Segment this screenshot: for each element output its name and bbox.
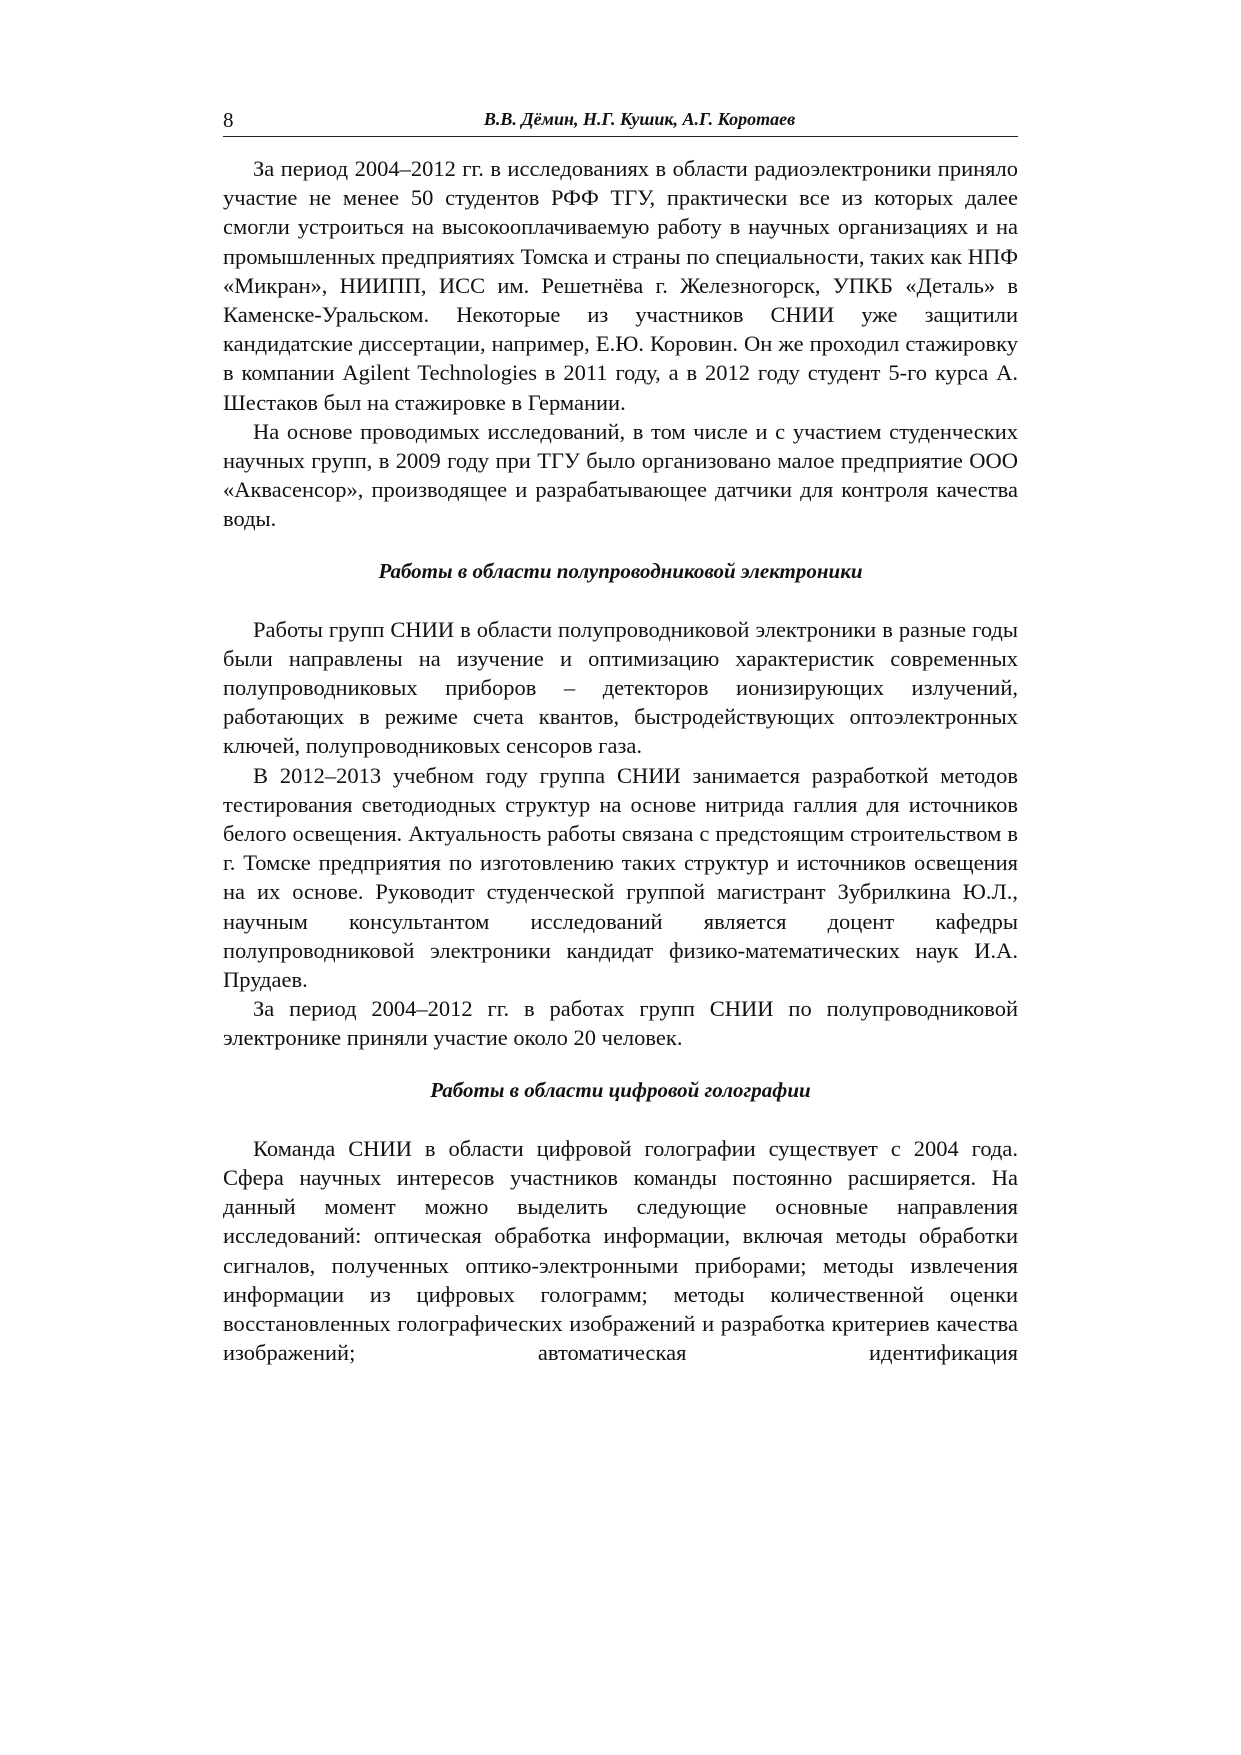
running-header — [223, 96, 1018, 137]
running-title-authors: В.В. Дёмин, Н.Г. Кушик, А.Г. Коротаев — [483, 109, 796, 129]
body-text — [223, 154, 1018, 1367]
section-heading-semiconductor: Работы в области полупроводниковой электроники — [378, 558, 863, 583]
paragraph: Работы групп СНИИ в области полупроводниковой электроники в разные годы были направлены на изучение и оптимизацию характеристик современных полупроводниковых приборов – детекторов ионизирующих излучений, работающих в режиме счета квантов, быстродействующих оптоэлектронных ключей, полупроводниковых сенсоров газа. — [223, 616, 1018, 759]
paragraph-last: Команда СНИИ в области цифровой голографии существует с 2004 года. Сфера научных интересов участников команды постоянно расширяется. На данный момент можно выделить следующие основные направления исследований: оптическая обработка информации, включая методы обработки сигналов, полученных оптико-электронными приборами; методы извлечения информации из цифровых голограмм; методы количественной оценки восстановленных голографических изображений и разработка критериев качества изображений; автоматическая идентификация — [223, 1135, 1018, 1366]
paragraph: За период 2004–2012 гг. в исследованиях в области радиоэлектроники приняло участие не менее 50 студентов РФФ ТГУ, практически все из которых далее смогли устроиться на высокооплачиваемую работу в научных организациях и на промышленных предприятиях Томска и страны по специальности, таких как НПФ «Микран», НИИПП, ИСС им. Решетнёва г. Железногорск, УПКБ «Деталь» в Каменске-Уральском. Некоторые из участников СНИИ уже защитили кандидатские диссертации, например, Е.Ю. Коровин. Он же проходил стажировку в компании Agilent Technologies в 2011 году, а в 2012 году студент 5-го курса А. Шестаков был на стажировке в Германии. — [223, 156, 1018, 415]
paragraph: На основе проводимых исследований, в том числе и с участием студенческих научных групп, в 2009 году при ТГУ было организовано малое предприятие ООО «Аквасенсор», производящее и разрабатывающее датчики для контроля качества воды. — [223, 418, 1018, 532]
page-number: 8 — [223, 108, 234, 132]
page — [223, 96, 1018, 1367]
paragraph: В 2012–2013 учебном году группа СНИИ занимается разработкой методов тестирования светодиодных структур на основе нитрида галлия для источников белого освещения. Актуальность работы связана с предстоящим строительством в г. Томске предприятия по изготовлению таких структур и источников освещения на их основе. Руководит студенческой группой магистрант Зубрилкина Ю.Л., научным консультантом исследований является доцент кафедры полупроводниковой электроники кандидат физико-математических наук И.А. Прудаев. — [223, 762, 1018, 993]
paragraph: За период 2004–2012 гг. в работах групп СНИИ по полупроводниковой электронике приняли участие около 20 человек. — [223, 996, 1018, 1051]
section-heading-holography: Работы в области цифровой голографии — [430, 1077, 811, 1102]
